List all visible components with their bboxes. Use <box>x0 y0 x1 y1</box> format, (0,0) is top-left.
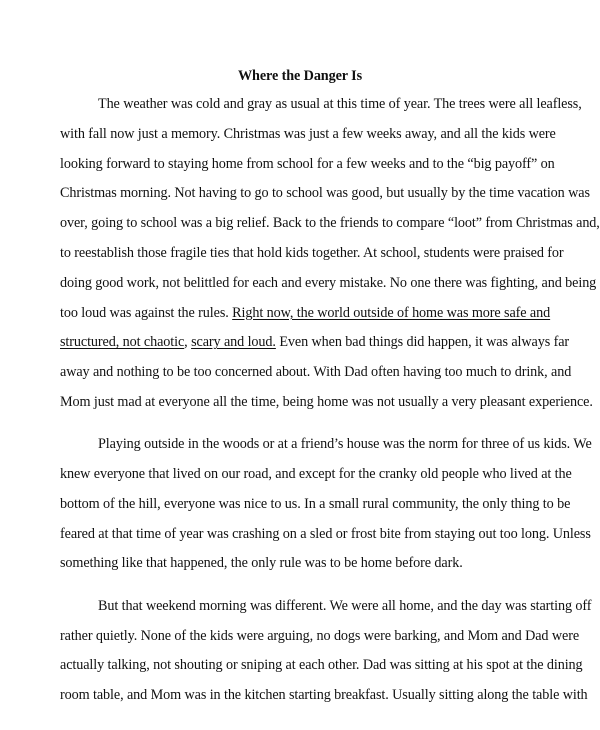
underlined-text: Right now, the world outside of home was more safe and <box>232 304 551 321</box>
text-line: something like that happened, the only rule was to be home before dark. <box>60 555 463 572</box>
text-line: feared at that time of year was crashing on a sled or frost bite from staying out too long. Unless <box>60 525 591 542</box>
text-line: rather quietly. None of the kids were arguing, no dogs were barking, and Mom and Dad were <box>60 627 580 644</box>
underlined-text: structured, not chaotic <box>60 334 185 351</box>
text-run: Even when bad things did happen, it was always far <box>275 334 570 351</box>
text-line: But that weekend morning was different. We were all home, and the day was starting off <box>98 597 592 614</box>
text-line: away and nothing to be too concerned about. With Dad often having too much to drink, and <box>60 364 572 381</box>
paragraph-2 <box>60 434 592 583</box>
text-line: looking forward to staying home from school for a few weeks and to the “big payoff” on <box>60 155 555 172</box>
paragraph-1 <box>60 94 600 422</box>
text-line <box>60 332 570 362</box>
text-line: Playing outside in the woods or at a friend’s house was the norm for three of us kids. We <box>98 436 592 453</box>
text-line: with fall now just a memory. Christmas was just a few weeks away, and all the kids were <box>60 125 556 142</box>
underlined-text: scary and loud. <box>191 334 276 351</box>
document-title: Where the Danger Is <box>237 68 363 84</box>
text-line <box>60 303 551 333</box>
text-line: actually talking, not shouting or sniping at each other. Dad was sitting at his spot at the dining <box>60 657 583 674</box>
text-line: doing good work, not belittled for each and every mistake. No one there was fighting, and being <box>60 274 597 291</box>
text-line: bottom of the hill, everyone was nice to us. In a small rural community, the only thing to be <box>60 495 571 512</box>
text-line: room table, and Mom was in the kitchen starting breakfast. Usually sitting along the table with <box>60 687 588 704</box>
paragraph-3 <box>60 596 592 715</box>
text-line: Mom just mad at everyone all the time, being home was not usually a very pleasant experience. <box>60 393 593 410</box>
document-body <box>60 94 600 715</box>
text-line: knew everyone that lived on our road, and except for the cranky old people who lived at the <box>60 466 572 483</box>
paragraph-spacer <box>60 583 545 596</box>
text-line: to reestablish those fragile ties that hold kids together. At school, students were praised for <box>60 244 564 261</box>
text-run: , <box>184 334 192 351</box>
text-run: too loud was against the rules. <box>60 304 233 321</box>
paragraph-spacer <box>60 422 545 435</box>
text-line: The weather was cold and gray as usual at this time of year. The trees were all leafless, <box>98 96 582 112</box>
text-line: over, going to school was a big relief. Back to the friends to compare “loot” from Christmas and, <box>60 215 600 232</box>
text-line: Christmas morning. Not having to go to school was good, but usually by the time vacation was <box>60 185 590 202</box>
